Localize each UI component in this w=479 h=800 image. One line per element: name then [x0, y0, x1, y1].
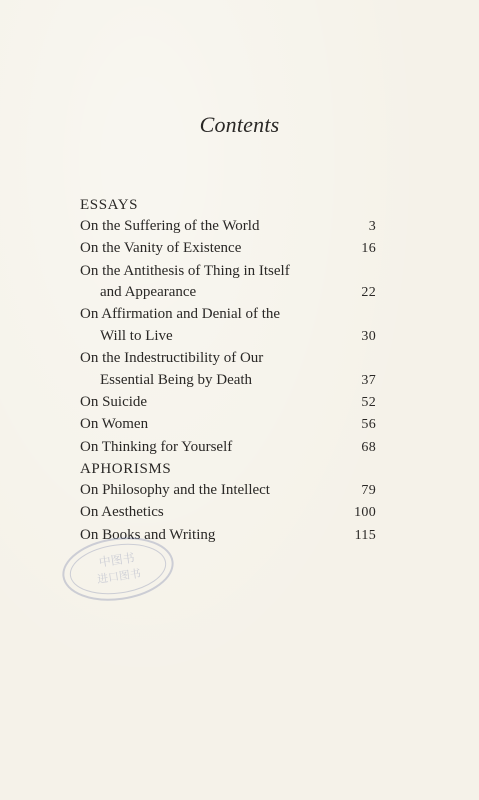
entry-title-line1: On Women: [80, 416, 149, 433]
toc-entry: [80, 392, 376, 414]
toc-entry: [80, 304, 376, 347]
section-heading: APHORISMS: [80, 461, 172, 477]
entry-title-line2: Will to Live: [100, 328, 173, 345]
entry-title-line1: On Books and Writing: [80, 526, 216, 543]
entry-page-number: 68: [361, 439, 376, 455]
entry-title: [80, 414, 148, 436]
entry-title-line2: Essential Being by Death: [100, 371, 253, 388]
section-heading: ESSAYS: [80, 197, 139, 213]
library-stamp-icon: [56, 528, 180, 610]
entry-title-line1: On the Suffering of the World: [80, 218, 260, 234]
entry-title-line1: On Aesthetics: [80, 504, 164, 521]
entry-title-line1: On the Indestructibility of Our: [80, 350, 264, 367]
section-essays: [80, 194, 376, 459]
section-aphorisms: [80, 458, 376, 547]
toc-entry: [80, 261, 376, 304]
contents-title: Contents: [199, 112, 280, 137]
entry-page-number: 22: [361, 285, 376, 301]
entry-title: [80, 348, 263, 391]
entry-page-number: 16: [361, 241, 376, 257]
entry-page-number: 115: [354, 527, 376, 543]
toc-entry: [80, 437, 376, 459]
toc-entry: [80, 238, 376, 260]
svg-text:中图书: 中图书: [97, 550, 136, 570]
entry-title: [80, 261, 290, 304]
entry-title-line2: and Appearance: [100, 284, 197, 301]
entry-title: [80, 216, 259, 238]
entry-page-number: 100: [354, 505, 376, 521]
entry-page-number: 3: [368, 219, 376, 234]
entry-title-line1: On the Antithesis of Thing in Itself: [80, 262, 290, 279]
entry-page-number: 30: [361, 329, 376, 345]
toc-entry: [80, 216, 376, 238]
toc-entry: [80, 480, 376, 502]
entry-page-number: 79: [361, 483, 376, 498]
entry-title-line1: On Philosophy and the Intellect: [80, 482, 270, 498]
entry-title-line1: On Thinking for Yourself: [80, 438, 233, 455]
entry-title: [80, 480, 270, 502]
entry-page-number: 52: [361, 395, 376, 411]
entry-title-line1: On the Vanity of Existence: [80, 240, 242, 257]
entry-title: [80, 502, 164, 524]
entry-page-number: 56: [361, 417, 376, 433]
entry-title-line1: On Affirmation and Denial of the: [80, 306, 281, 323]
toc-entry: [80, 502, 376, 524]
entry-title-line1: On Suicide: [80, 394, 148, 411]
toc-entry: [80, 348, 376, 391]
entry-title: [80, 304, 280, 347]
entry-title: [80, 437, 232, 459]
entry-title: [80, 238, 241, 260]
svg-text:进口图书: 进口图书: [96, 566, 142, 586]
toc-entry: [80, 414, 376, 436]
entry-page-number: 37: [361, 372, 376, 388]
entry-title: [80, 392, 147, 414]
